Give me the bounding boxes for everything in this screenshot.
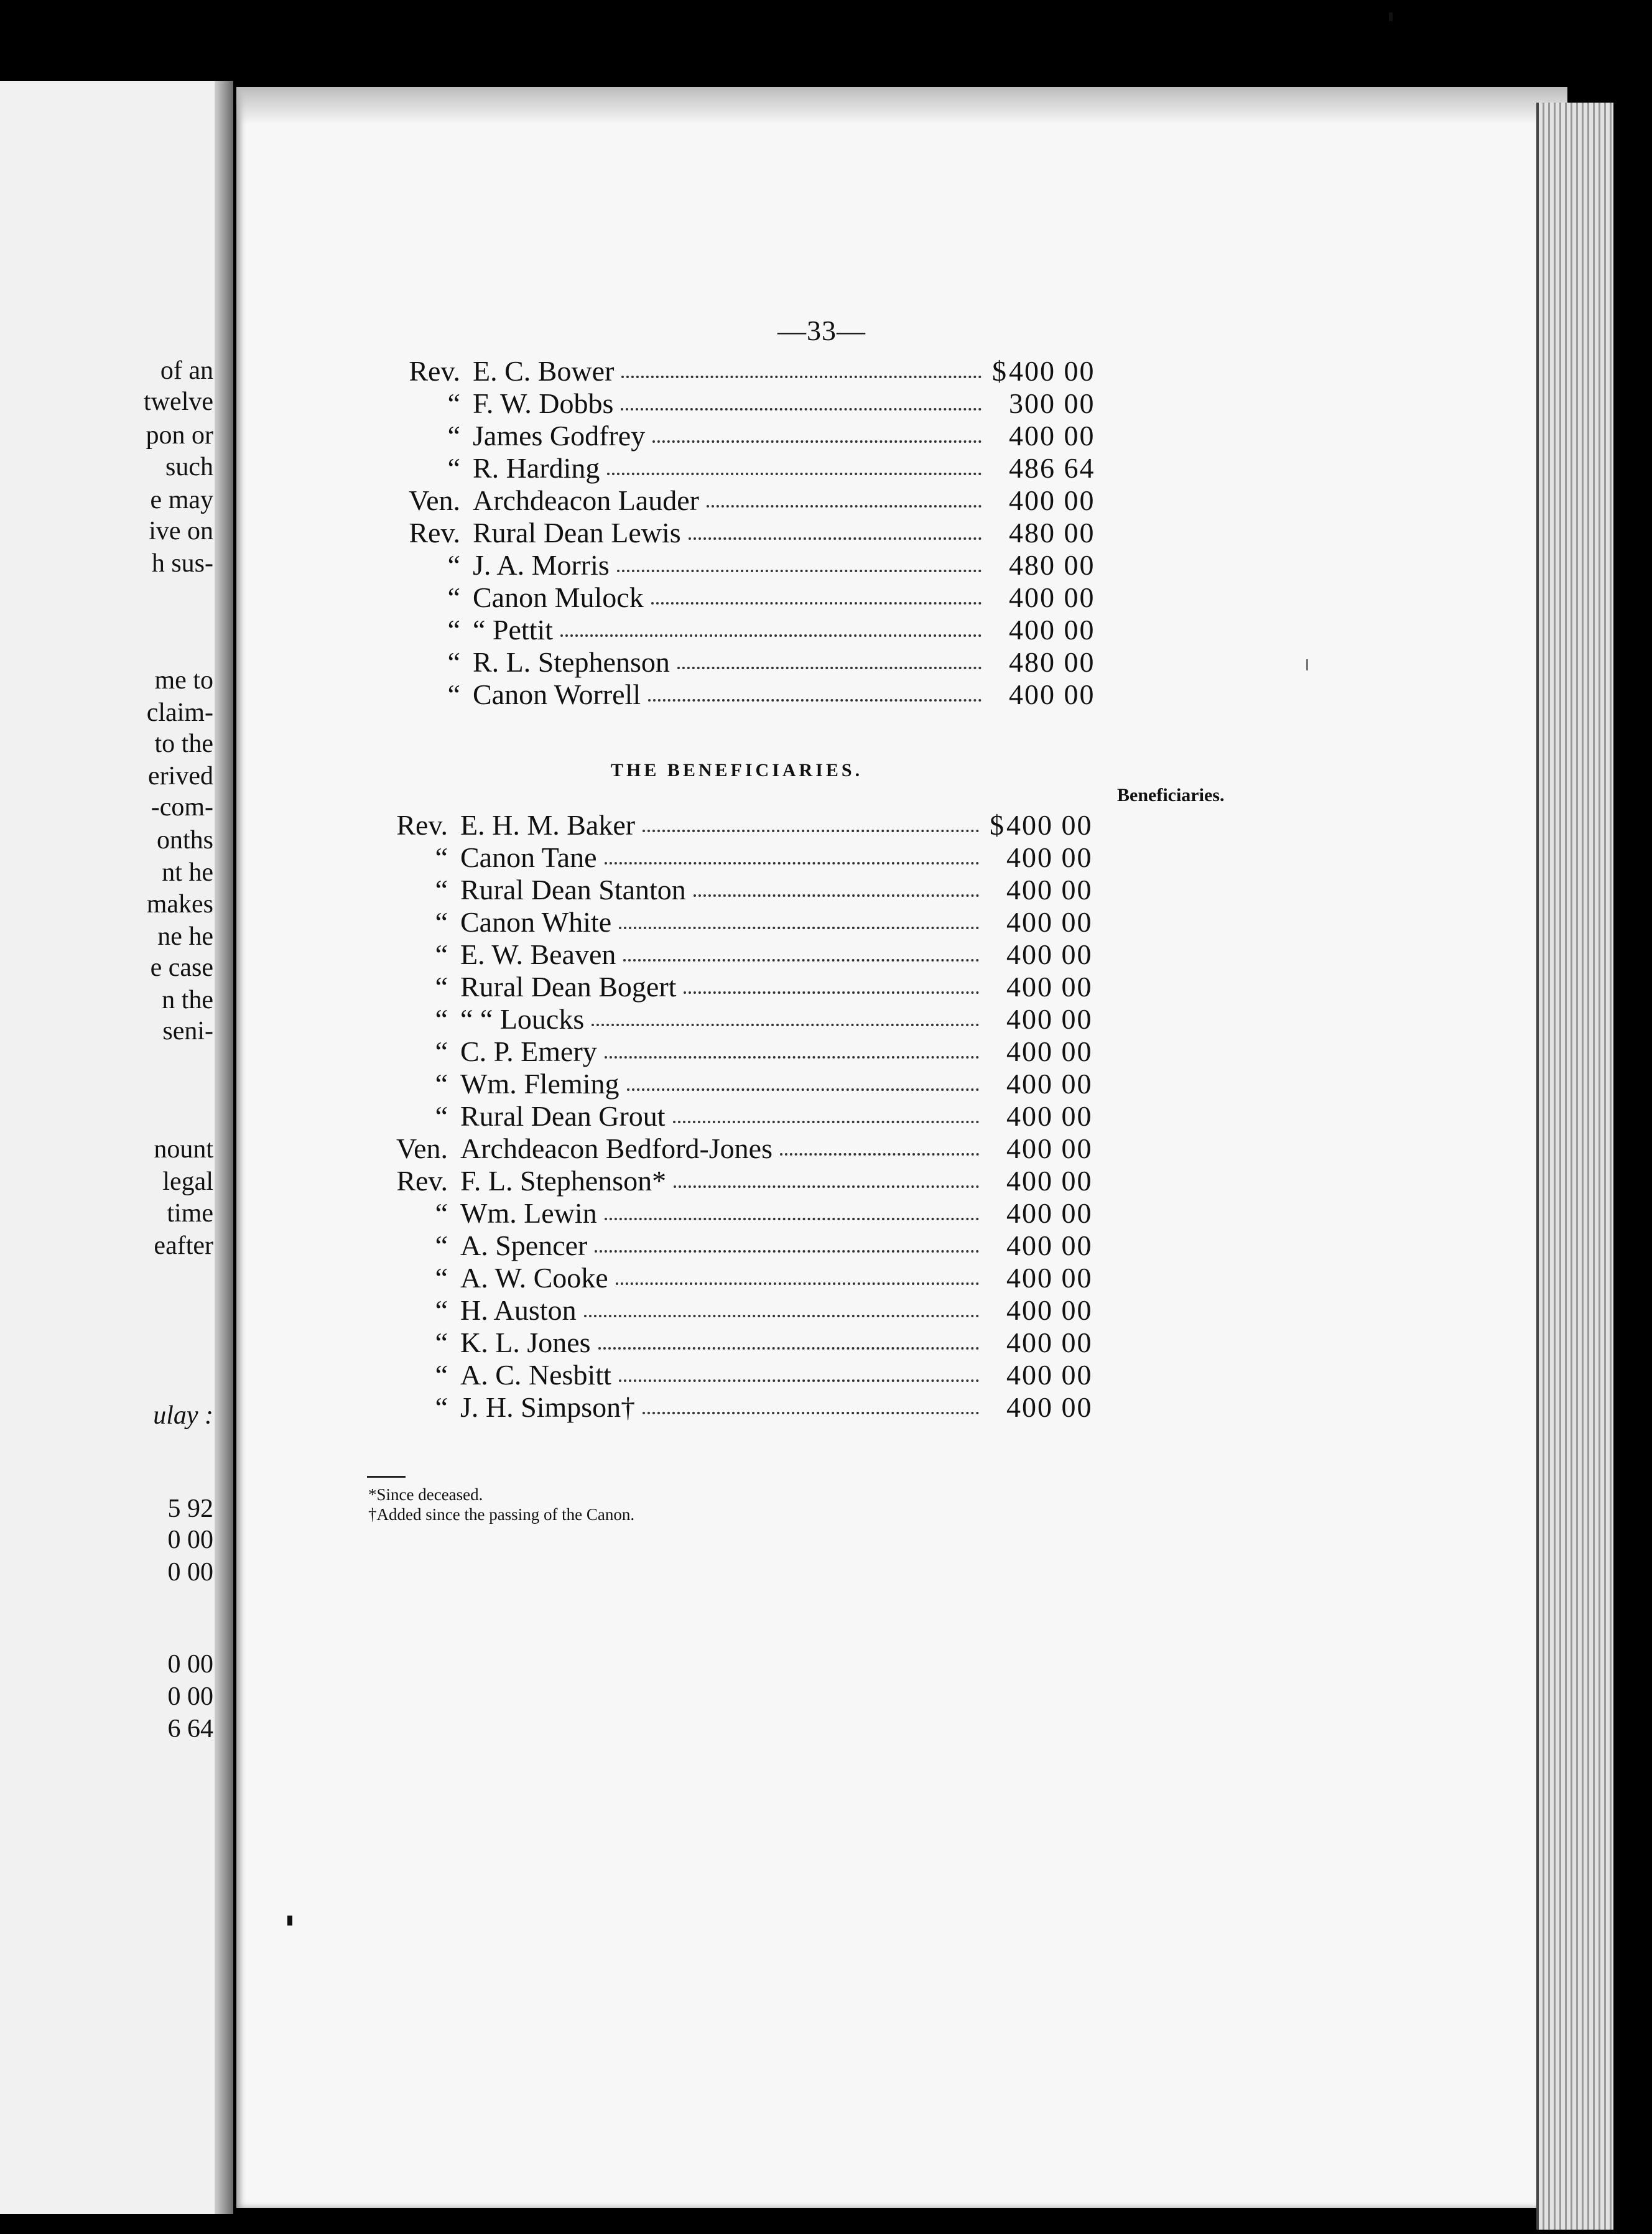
left-page-text-fragment: erived <box>148 762 213 790</box>
ledger-row <box>373 355 1120 387</box>
row-title: “ <box>447 614 460 646</box>
row-name: E. C. Bower <box>473 355 615 387</box>
row-title: Rev. <box>409 355 460 387</box>
left-page-text-fragment: -com- <box>151 793 213 822</box>
leader-dots <box>598 1345 979 1350</box>
scan-speck <box>1389 12 1393 21</box>
ledger-row <box>361 1132 1107 1164</box>
row-amount: 400 00 <box>1006 1100 1093 1132</box>
row-name: Rural Dean Stanton <box>460 874 686 906</box>
row-amount: 400 00 <box>1006 1068 1093 1100</box>
leader-dots <box>780 1151 979 1156</box>
ledger-row <box>361 1197 1107 1229</box>
row-name: Archdeacon Bedford-Jones <box>460 1133 773 1164</box>
row-title: “ <box>447 387 460 419</box>
row-title: “ <box>447 646 460 678</box>
row-title: “ <box>435 1100 448 1132</box>
ledger-row <box>373 678 1120 710</box>
row-name: “ “ Loucks <box>460 1003 585 1035</box>
leader-dots <box>560 632 981 637</box>
row-amount: 400 00 <box>1006 1197 1093 1229</box>
left-page-text-fragment: 6 64 <box>167 1715 213 1743</box>
ledger-row <box>373 581 1120 613</box>
leader-dots <box>621 373 981 378</box>
row-name: Rural Dean Bogert <box>460 971 677 1003</box>
row-title: “ <box>447 452 460 484</box>
row-name: K. L. Jones <box>460 1327 591 1358</box>
row-amount: 480 00 <box>1009 646 1095 678</box>
row-amount: 480 00 <box>1009 517 1095 549</box>
ledger-row <box>373 646 1120 678</box>
row-amount: 400 00 <box>1009 355 1095 387</box>
row-title: “ <box>447 549 460 581</box>
row-currency: $ <box>990 809 1004 841</box>
ledger-row <box>361 1358 1107 1391</box>
row-name: J. A. Morris <box>473 549 610 581</box>
ledger-row <box>373 516 1120 549</box>
footnote-added: †Added since the passing of the Canon. <box>368 1505 635 1524</box>
leader-dots <box>623 957 979 962</box>
left-page-text-fragment: 0 00 <box>167 1682 213 1711</box>
row-name: R. Harding <box>473 452 600 484</box>
ledger-row <box>373 387 1120 419</box>
ledger-row <box>373 613 1120 646</box>
row-amount: 400 00 <box>1006 971 1093 1003</box>
leader-dots <box>584 1312 979 1317</box>
row-name: C. P. Emery <box>460 1036 597 1067</box>
row-title: “ <box>435 1068 448 1100</box>
leader-dots <box>643 827 979 832</box>
left-page-text-fragment: nt he <box>162 858 213 887</box>
row-title: “ <box>435 874 448 906</box>
row-amount: 400 00 <box>1006 1036 1093 1067</box>
leader-dots <box>677 664 981 669</box>
row-name: Canon Mulock <box>473 582 644 613</box>
row-name: Wm. Fleming <box>460 1068 620 1100</box>
leader-dots <box>651 600 981 605</box>
scan-speck <box>287 1916 292 1926</box>
row-amount: 400 00 <box>1009 614 1095 646</box>
row-title: Ven. <box>396 1133 448 1164</box>
ledger-row <box>373 484 1120 516</box>
row-amount: 400 00 <box>1006 1359 1093 1391</box>
ledger-row <box>361 841 1107 873</box>
ledger-row <box>361 906 1107 938</box>
row-amount: 400 00 <box>1009 679 1095 710</box>
page-top-shadow <box>236 87 1567 124</box>
leader-dots <box>617 567 981 572</box>
row-title: “ <box>435 1391 448 1423</box>
ledger-row <box>361 1326 1107 1358</box>
leader-dots <box>648 697 981 702</box>
leader-dots <box>619 924 979 929</box>
left-page-text-fragment: such <box>165 453 213 481</box>
leader-dots <box>621 406 981 410</box>
row-name: Canon White <box>460 906 612 938</box>
row-name: Rural Dean Grout <box>460 1100 666 1132</box>
ledger-row <box>361 1391 1107 1423</box>
row-name: A. C. Nesbitt <box>460 1359 611 1391</box>
row-amount: 400 00 <box>1006 1294 1093 1326</box>
row-title: Ven. <box>408 484 460 516</box>
row-name: E. W. Beaven <box>460 939 616 970</box>
row-name: J. H. Simpson† <box>460 1391 636 1423</box>
leader-dots <box>607 470 981 475</box>
row-amount: 486 64 <box>1009 452 1095 484</box>
row-title: “ <box>435 906 448 938</box>
row-title: “ <box>447 420 460 452</box>
row-title: “ <box>435 1197 448 1229</box>
leader-dots <box>616 1280 979 1285</box>
row-title: Rev. <box>396 809 448 841</box>
book-gutter <box>215 81 233 2214</box>
ledger-row <box>373 549 1120 581</box>
left-page-text-fragment: claim- <box>146 698 213 727</box>
ledger-row <box>361 938 1107 970</box>
row-amount: 400 00 <box>1006 939 1093 970</box>
ledger-row <box>361 1229 1107 1261</box>
row-amount: 480 00 <box>1009 549 1095 581</box>
ledger-row <box>373 452 1120 484</box>
ledger-row <box>361 1003 1107 1035</box>
row-title: “ <box>435 1036 448 1067</box>
left-page-text-fragment: of an <box>160 356 213 385</box>
scan-speck <box>1306 659 1308 670</box>
ledger-row <box>361 1164 1107 1197</box>
row-amount: 400 00 <box>1006 1230 1093 1261</box>
ledger-row <box>361 1100 1107 1132</box>
leader-dots <box>707 503 981 508</box>
row-title: “ <box>435 1262 448 1294</box>
leader-dots <box>605 1054 979 1059</box>
left-page-text-fragment: to the <box>154 730 213 758</box>
left-page-text-fragment: 0 00 <box>167 1650 213 1679</box>
row-title: Rev. <box>409 517 460 549</box>
page-number: —33— <box>777 315 866 346</box>
ledger-row <box>361 809 1107 841</box>
row-name: F. L. Stephenson* <box>460 1165 667 1197</box>
row-amount: 300 00 <box>1009 387 1095 419</box>
row-name: F. W. Dobbs <box>473 387 614 419</box>
ledger-row <box>361 1294 1107 1326</box>
left-page-text-fragment: time <box>167 1199 213 1228</box>
leader-dots <box>674 1183 979 1188</box>
leader-dots <box>595 1248 979 1253</box>
row-amount: 400 00 <box>1006 1391 1093 1423</box>
row-title: “ <box>435 1359 448 1391</box>
left-page-text-fragment: ne he <box>157 922 213 951</box>
row-amount: 400 00 <box>1006 1165 1093 1197</box>
left-page-text-fragment: eafter <box>154 1231 213 1260</box>
row-name: R. L. Stephenson <box>473 646 670 678</box>
leader-dots <box>605 1215 979 1220</box>
leader-dots <box>592 1021 979 1026</box>
row-amount: 400 00 <box>1006 1003 1093 1035</box>
row-title: Rev. <box>396 1165 448 1197</box>
row-amount: 400 00 <box>1006 906 1093 938</box>
left-page-text-fragment: makes <box>146 890 213 919</box>
row-name: James Godfrey <box>473 420 646 452</box>
left-page-text-fragment: 0 00 <box>167 1558 213 1587</box>
footnote-rule <box>367 1476 406 1478</box>
row-title: “ <box>435 939 448 970</box>
left-page-text-fragment: h sus- <box>151 549 213 578</box>
ledger-row <box>361 970 1107 1003</box>
leader-dots <box>605 860 979 864</box>
left-page-text-fragment: 5 92 <box>167 1495 213 1523</box>
row-name: Canon Worrell <box>473 679 641 710</box>
row-amount: 400 00 <box>1009 484 1095 516</box>
ledger-row <box>373 419 1120 452</box>
leader-dots <box>673 1118 979 1123</box>
row-name: Rural Dean Lewis <box>473 517 681 549</box>
row-amount: 400 00 <box>1006 1133 1093 1164</box>
row-title: “ <box>435 1003 448 1035</box>
row-amount: 400 00 <box>1009 420 1095 452</box>
row-amount: 400 00 <box>1006 1327 1093 1358</box>
ledger-row <box>361 873 1107 906</box>
left-page-text-fragment: nount <box>154 1135 213 1164</box>
leader-dots <box>694 892 979 897</box>
ledger-row <box>361 1035 1107 1067</box>
leader-dots <box>684 989 979 994</box>
footnote-deceased: *Since deceased. <box>368 1485 483 1504</box>
left-page-text-fragment: e case <box>150 953 213 982</box>
row-title: “ <box>435 841 448 873</box>
left-page-text-fragment: seni- <box>162 1017 213 1045</box>
left-page-text-fragment: pon or <box>146 421 213 450</box>
left-page <box>0 81 232 2214</box>
left-page-text-fragment: onths <box>156 826 213 855</box>
row-name: Archdeacon Lauder <box>473 484 699 516</box>
leader-dots <box>689 535 981 540</box>
left-page-text-fragment: e may <box>150 486 213 514</box>
row-title: “ <box>435 1327 448 1358</box>
leader-dots <box>619 1377 979 1382</box>
row-name: Wm. Lewin <box>460 1197 597 1229</box>
row-amount: 400 00 <box>1006 841 1093 873</box>
ledger-row <box>361 1067 1107 1100</box>
row-currency: $ <box>992 355 1006 387</box>
leader-dots <box>627 1086 979 1091</box>
left-page-text-fragment: twelve <box>144 387 213 416</box>
ledger-row <box>361 1261 1107 1294</box>
row-name: E. H. M. Baker <box>460 809 636 841</box>
row-title: “ <box>435 971 448 1003</box>
left-page-text-fragment: n the <box>162 986 213 1014</box>
leader-dots <box>643 1409 979 1414</box>
row-name: “ Pettit <box>473 614 554 646</box>
row-name: A. Spencer <box>460 1230 588 1261</box>
page-edges <box>1536 103 1613 2230</box>
row-amount: 400 00 <box>1006 874 1093 906</box>
row-name: Canon Tane <box>460 841 597 873</box>
row-title: “ <box>447 582 460 613</box>
row-amount: 400 00 <box>1009 582 1095 613</box>
left-page-text-fragment: 0 00 <box>167 1526 213 1554</box>
section-heading: THE BENEFICIARIES. <box>611 760 863 781</box>
margin-note: Beneficiaries. <box>1117 785 1225 805</box>
row-title: “ <box>435 1230 448 1261</box>
row-name: A. W. Cooke <box>460 1262 608 1294</box>
row-amount: 400 00 <box>1006 809 1093 841</box>
row-title: “ <box>435 1294 448 1326</box>
row-amount: 400 00 <box>1006 1262 1093 1294</box>
left-page-text-fragment: ulay : <box>153 1401 213 1430</box>
left-page-text-fragment: me to <box>154 666 213 695</box>
leader-dots <box>652 438 981 443</box>
left-page-text-fragment: legal <box>162 1167 213 1196</box>
row-name: H. Auston <box>460 1294 577 1326</box>
row-title: “ <box>447 679 460 710</box>
left-page-text-fragment: ive on <box>149 517 213 545</box>
